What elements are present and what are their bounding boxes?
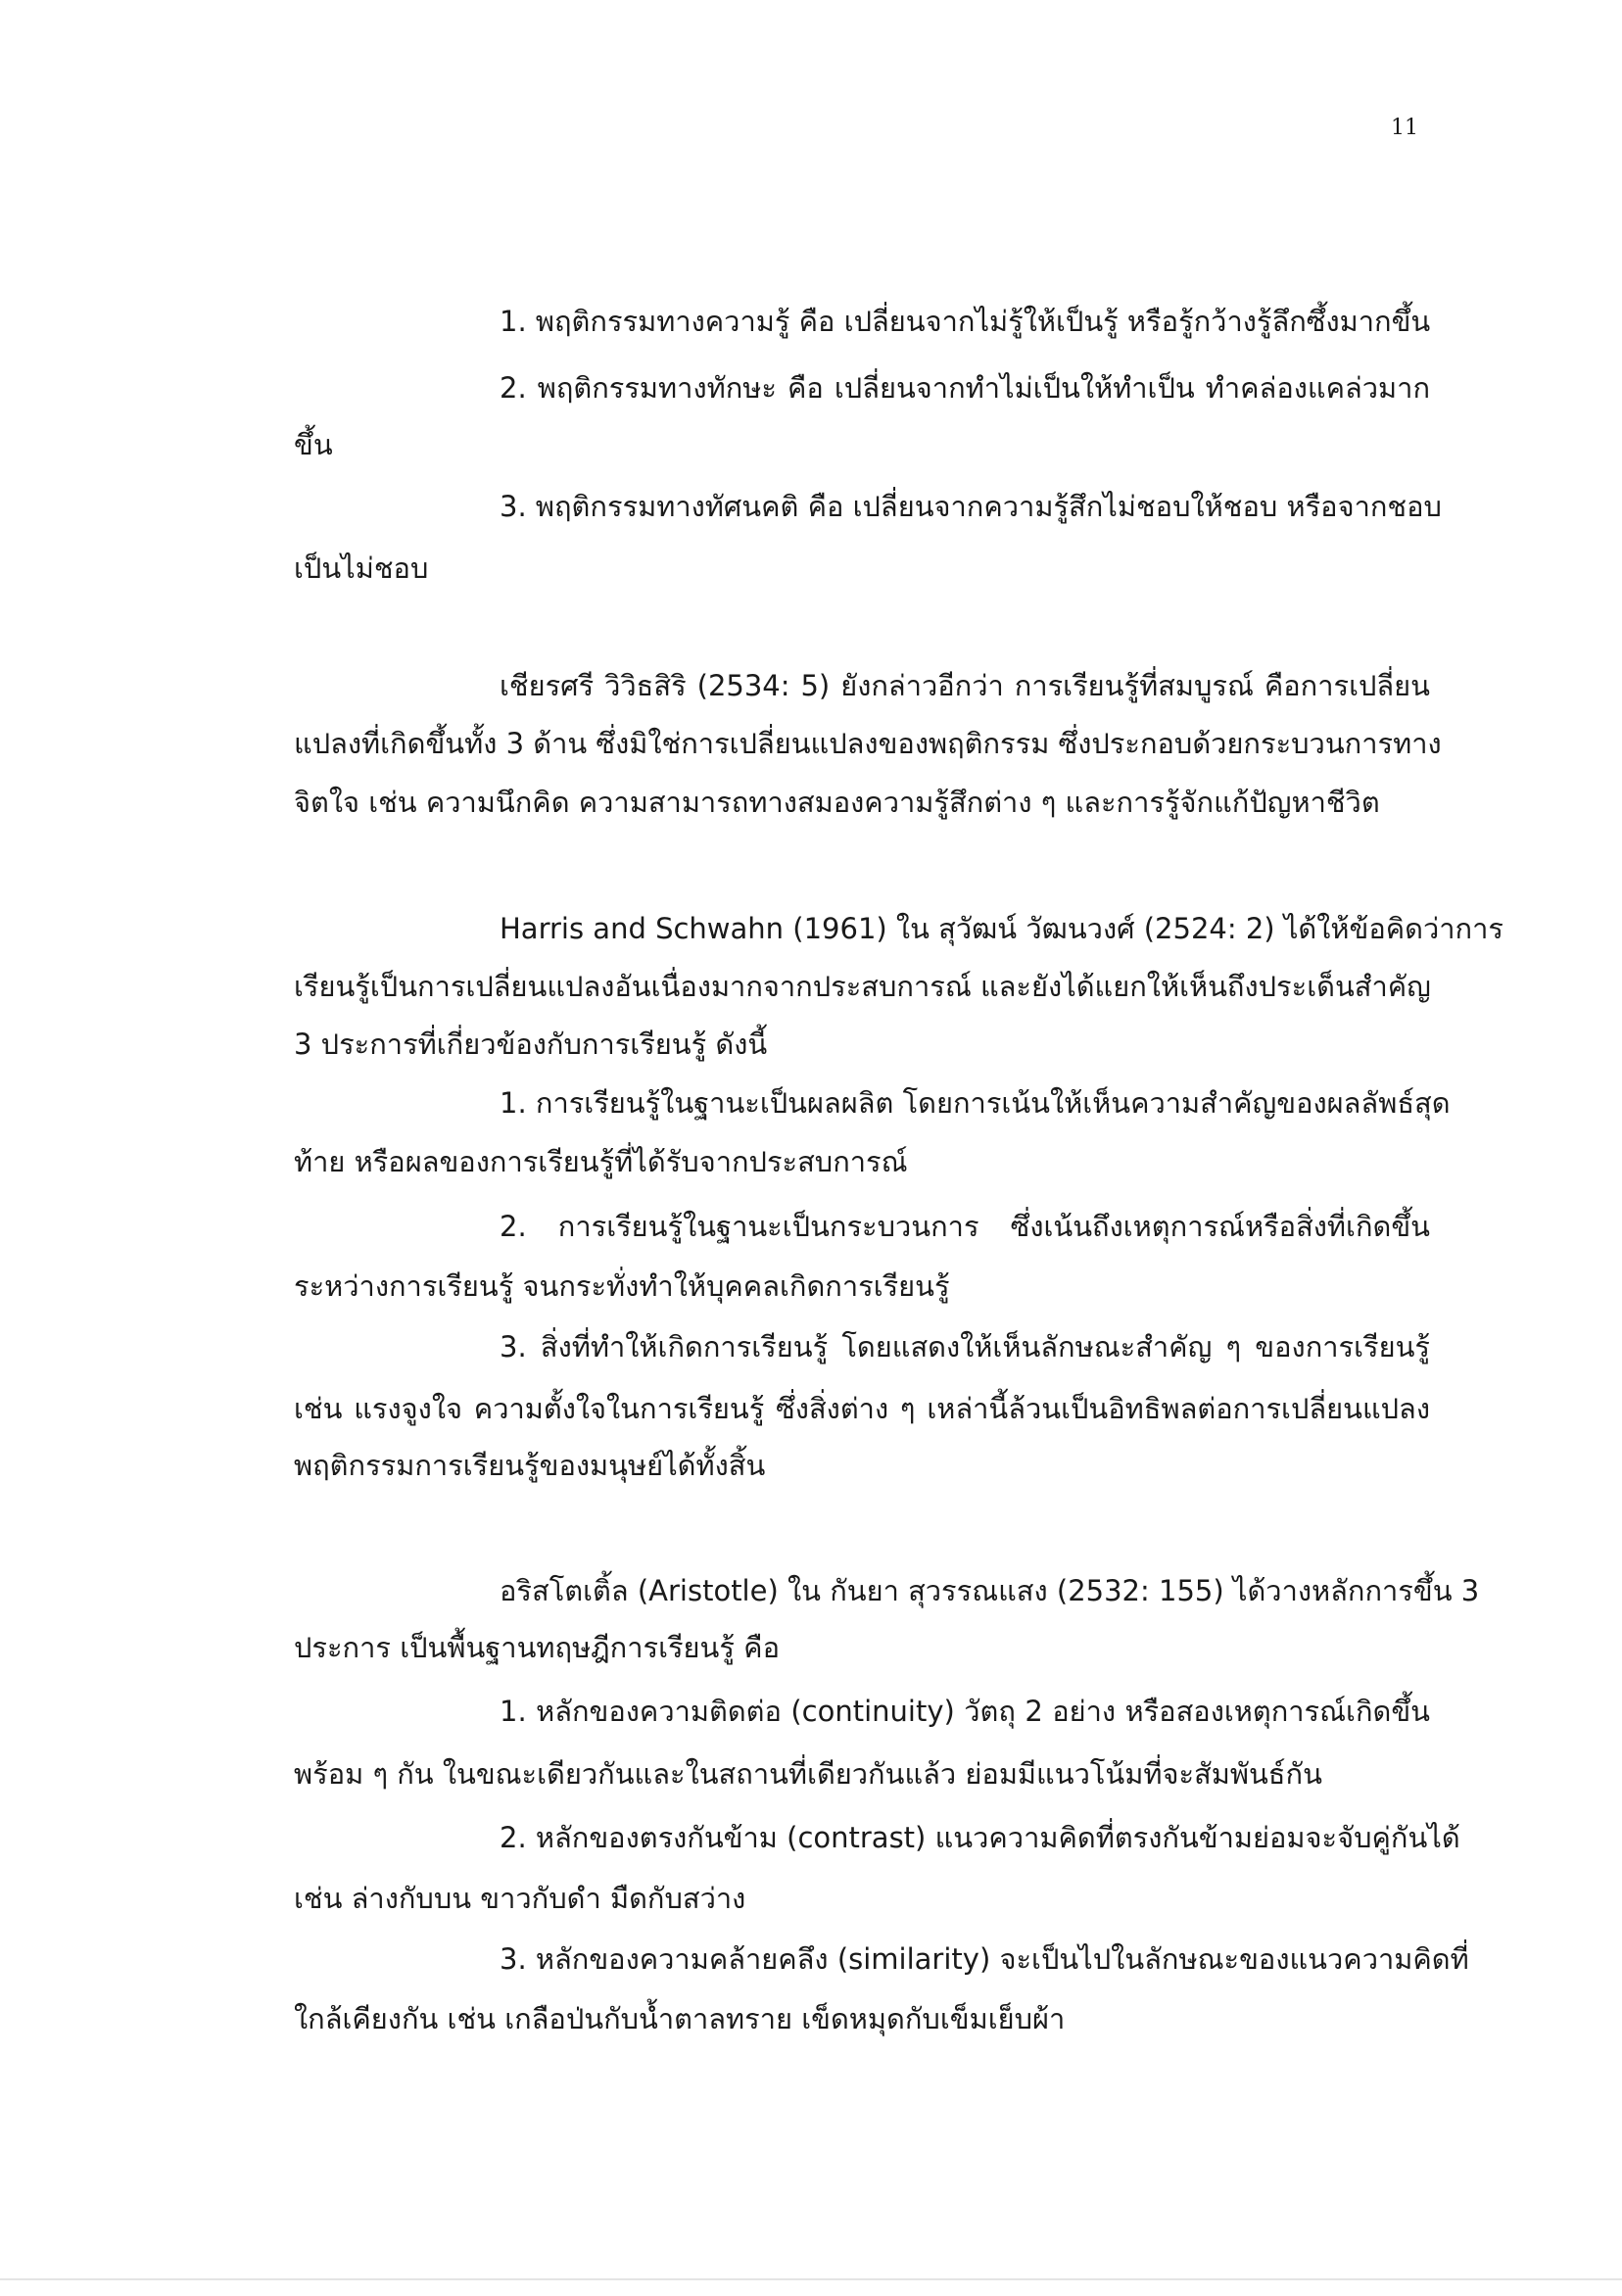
text-line: ท้าย หรือผลของการเรียนรู้ที่ได้รับจากประสบการณ์ [294,1145,908,1178]
text-line: 2. พฤติกรรมทางทักษะ คือ เปลี่ยนจากทำไม่เป็นให้ทำเป็น ทำคล่องแคล่วมาก [500,371,1430,405]
text-line: 3. พฤติกรรมทางทัศนคติ คือ เปลี่ยนจากความรู้สึกไม่ชอบให้ชอบ หรือจากชอบ [500,490,1442,523]
text-line: Harris and Schwahn (1961) ใน สุวัฒน์ วัฒนวงศ์ (2524: 2) ได้ให้ข้อคิดว่าการ [500,912,1503,945]
text-line: อริสโตเติ้ล (Aristotle) ใน กันยา สุวรรณแสง (2532: 155) ได้วางหลักการขึ้น 3 [500,1574,1480,1607]
text-line: ระหว่างการเรียนรู้ จนกระทั่งทำให้บุคคลเกิดการเรียนรู้ [294,1269,950,1303]
text-line: เช่น แรงจูงใจ ความตั้งใจในการเรียนรู้ ซึ่งสิ่งต่าง ๆ เหล่านี้ล้วนเป็นอิทธิพลต่อการเปลี่ยนแปลง [294,1392,1430,1425]
text-line: 1. หลักของความติดต่อ (continuity) วัตถุ 2 อย่าง หรือสองเหตุการณ์เกิดขึ้น [500,1695,1430,1728]
text-line: เชียรศรี วิวิธสิริ (2534: 5) ยังกล่าวอีกว่า การเรียนรู้ที่สมบูรณ์ คือการเปลี่ยน [500,669,1430,702]
text-line: 3. หลักของความคล้ายคลึง (similarity) จะเป็นไปในลักษณะของแนวความคิดที่ [500,1942,1469,1976]
text-line: 1. พฤติกรรมทางความรู้ คือ เปลี่ยนจากไม่รู้ให้เป็นรู้ หรือรู้กว้างรู้ลึกซึ้งมากขึ้น [500,305,1431,338]
text-line: 3. สิ่งที่ทำให้เกิดการเรียนรู้ โดยแสดงให้เห็นลักษณะสำคัญ ๆ ของการเรียนรู้ [500,1330,1430,1363]
text-line: เรียนรู้เป็นการเปลี่ยนแปลงอันเนื่องมากจากประสบการณ์ และยังได้แยกให้เห็นถึงประเด็นสำคัญ [294,970,1431,1003]
text-line: แปลงที่เกิดขึ้นทั้ง 3 ด้าน ซึ่งมิใช่การเปลี่ยนแปลงของพฤติกรรม ซึ่งประกอบด้วยกระบวนการทาง [294,727,1442,760]
text-line: 2. การเรียนรู้ในฐานะเป็นกระบวนการ ซึ่งเน้นถึงเหตุการณ์หรือสิ่งที่เกิดขึ้น [500,1210,1430,1243]
text-line: 1. การเรียนรู้ในฐานะเป็นผลผลิต โดยการเน้นให้เห็นความสำคัญของผลลัพธ์สุด [500,1086,1451,1120]
text-line: 2. หลักของตรงกันข้าม (contrast) แนวความคิดที่ตรงกันข้ามย่อมจะจับคู่กันได้ [500,1821,1460,1854]
text-line: 3 ประการที่เกี่ยวข้องกับการเรียนรู้ ดังนี้ [294,1028,768,1061]
text-line: ขึ้น [294,428,333,461]
text-line: ใกล้เคียงกัน เช่น เกลือป่นกับน้ำตาลทราย เข็ดหมุดกับเข็มเย็บผ้า [294,2002,1066,2035]
text-line: เช่น ล่างกับบน ขาวกับดำ มืดกับสว่าง [294,1882,746,1915]
scan-edge-divider [0,2278,1622,2280]
text-line: เป็นไม่ชอบ [294,551,429,585]
text-line: จิตใจ เช่น ความนึกคิด ความสามารถทางสมองความรู้สึกต่าง ๆ และการรู้จักแก้ปัญหาชีวิต [294,786,1380,819]
page-number: 11 [1391,116,1418,140]
text-line: ประการ เป็นพื้นฐานทฤษฎีการเรียนรู้ คือ [294,1631,780,1664]
text-line: พร้อม ๆ กัน ในขณะเดียวกันและในสถานที่เดียวกันแล้ว ย่อมมีแนวโน้มที่จะสัมพันธ์กัน [294,1757,1322,1791]
text-line: พฤติกรรมการเรียนรู้ของมนุษย์ได้ทั้งสิ้น [294,1449,766,1482]
